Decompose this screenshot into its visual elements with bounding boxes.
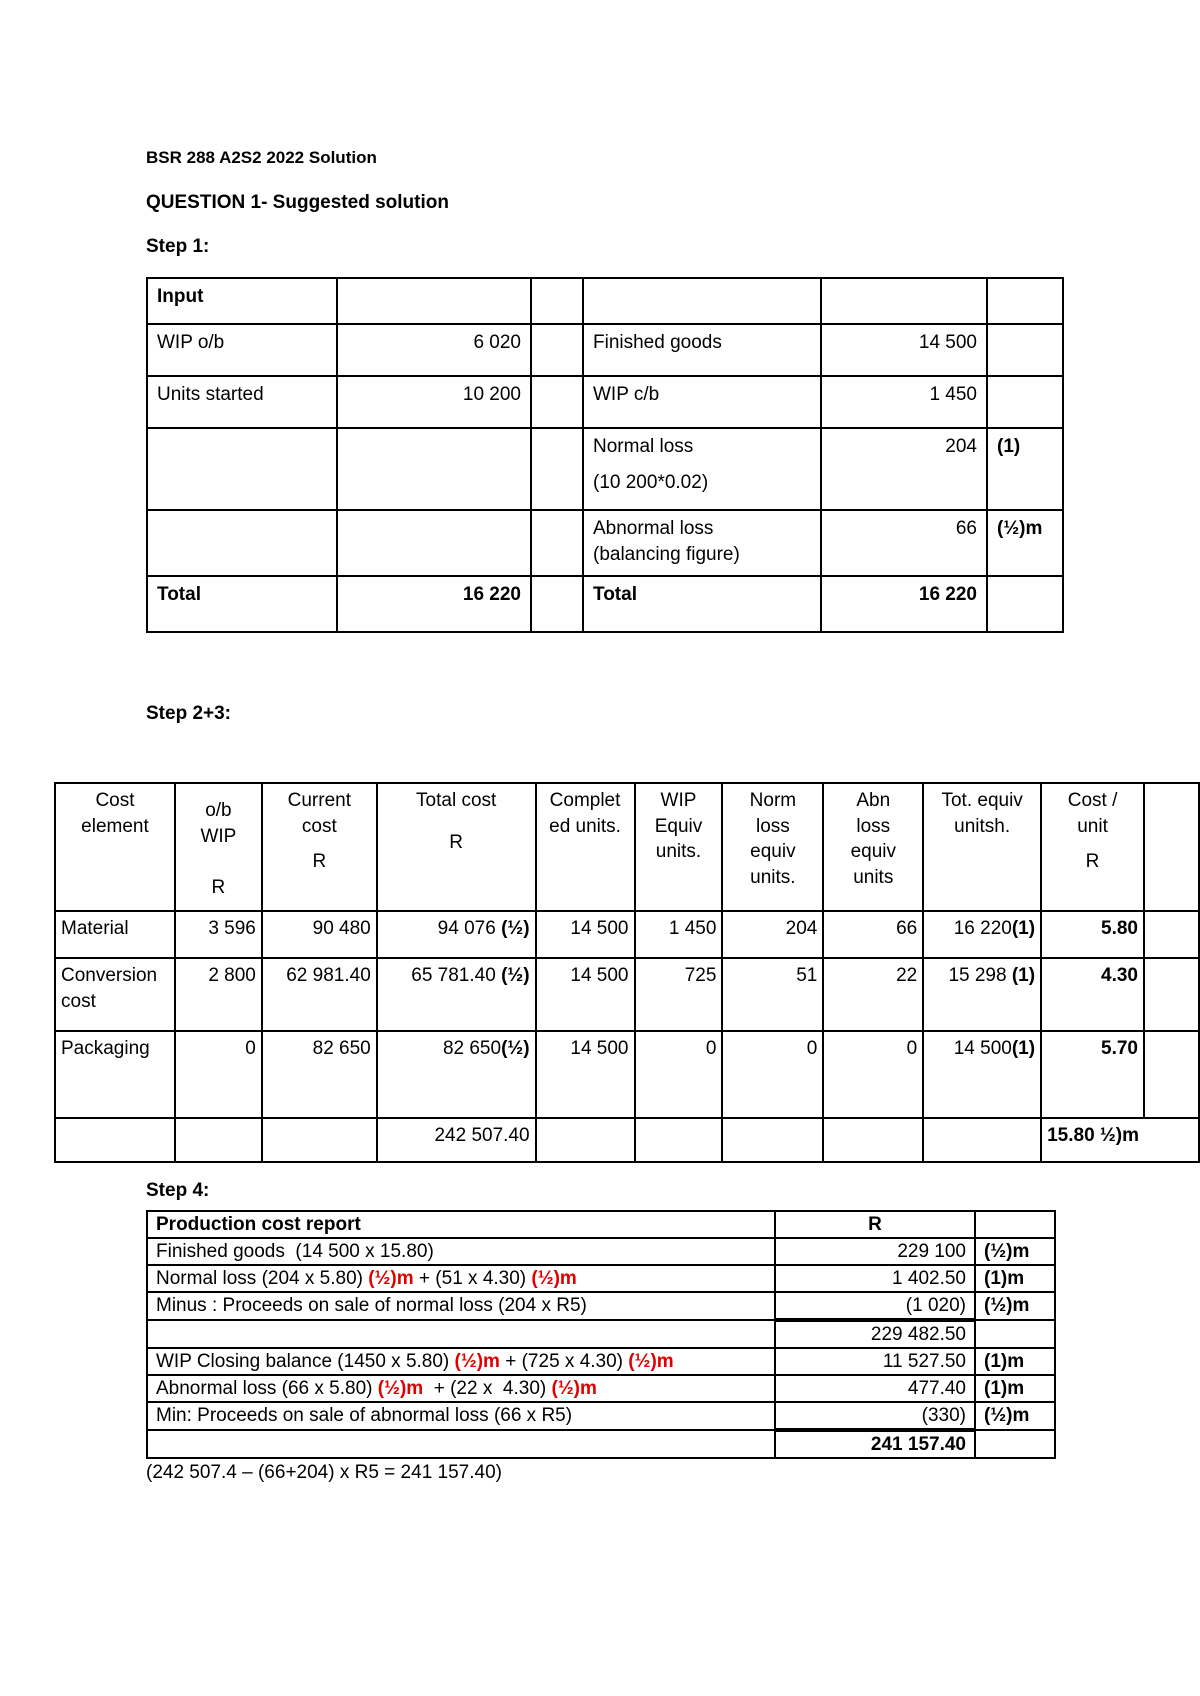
right-label: Normal loss (10 200*0.02) [583, 428, 821, 510]
table-row [147, 1375, 1055, 1402]
norm-loss-value: 51 [722, 958, 823, 1031]
step23-label: Step 2+3: [146, 703, 232, 724]
left-label: WIP o/b [147, 324, 337, 376]
right-value: 204 [821, 428, 987, 510]
total-cost-sum: 242 507.40 [377, 1118, 536, 1162]
right-value: 14 500 [821, 324, 987, 376]
total-label: Total [147, 576, 337, 632]
mark: (½)m [975, 1292, 1055, 1320]
report-value: 241 157.40 [775, 1430, 975, 1458]
tot-equiv-value: 16 220(1) [923, 911, 1041, 958]
col-ob-wip: o/b WIP R [175, 783, 262, 911]
spacer-cell [1144, 911, 1199, 958]
wip-equiv-value: 1 450 [635, 911, 723, 958]
left-label: Units started [147, 376, 337, 428]
empty-cell [536, 1118, 635, 1162]
left-value [337, 428, 531, 510]
spacer-cell [1144, 958, 1199, 1031]
mark: (½)m [987, 510, 1063, 576]
question-title: QUESTION 1- Suggested solution [146, 192, 449, 213]
mark: (1) [987, 428, 1063, 510]
total-label: Total [583, 576, 821, 632]
mark: (1)m [975, 1375, 1055, 1402]
table-row [147, 1348, 1055, 1375]
ob-wip-value: 0 [175, 1031, 262, 1118]
total-row [55, 1118, 1199, 1162]
report-description: Abnormal loss (66 x 5.80) (½)m + (22 x 4.30) (½)m [147, 1375, 775, 1402]
right-label: Finished goods [583, 324, 821, 376]
total-cost-value: 65 781.40 (½) [377, 958, 536, 1031]
right-label: WIP c/b [583, 376, 821, 428]
report-value: 477.40 [775, 1375, 975, 1402]
tot-equiv-value: 15 298 (1) [923, 958, 1041, 1031]
tot-equiv-value: 14 500(1) [923, 1031, 1041, 1118]
abn-loss-value: 22 [823, 958, 923, 1031]
empty-cell [722, 1118, 823, 1162]
empty-cell [923, 1118, 1041, 1162]
report-value: (330) [775, 1402, 975, 1430]
table-row [147, 1265, 1055, 1292]
table-row [147, 510, 1063, 576]
report-value: 229 100 [775, 1238, 975, 1265]
report-value: 229 482.50 [775, 1320, 975, 1348]
col-tot-equiv: Tot. equiv unitsh. [923, 783, 1041, 911]
empty-cell [262, 1118, 377, 1162]
report-description: Normal loss (204 x 5.80) (½)m + (51 x 4.30) (½)m [147, 1265, 775, 1292]
mark [987, 376, 1063, 428]
norm-loss-value: 0 [722, 1031, 823, 1118]
report-description [147, 1320, 775, 1348]
mark [975, 1430, 1055, 1458]
left-label [147, 510, 337, 576]
table-row [55, 958, 1199, 1031]
document-title: BSR 288 A2S2 2022 Solution [146, 148, 377, 167]
cost-element: Conversion cost [55, 958, 175, 1031]
table-row [55, 911, 1199, 958]
spacer-cell [1144, 1031, 1199, 1118]
cost-element: Packaging [55, 1031, 175, 1118]
current-cost-value: 90 480 [262, 911, 377, 958]
mark [975, 1320, 1055, 1348]
cost-per-unit-value: 4.30 [1041, 958, 1144, 1031]
table-row [147, 1430, 1055, 1458]
report-description: Minus : Proceeds on sale of normal loss (204 x R5) [147, 1292, 775, 1320]
cost-element: Material [55, 911, 175, 958]
table-row [147, 324, 1063, 376]
left-value: 6 020 [337, 324, 531, 376]
abn-loss-value: 66 [823, 911, 923, 958]
mark: (1)m [975, 1348, 1055, 1375]
table-row [147, 428, 1063, 510]
col-total-cost: Total cost R [377, 783, 536, 911]
left-value: 10 200 [337, 376, 531, 428]
abn-loss-value: 0 [823, 1031, 923, 1118]
mark: (1)m [975, 1265, 1055, 1292]
wip-equiv-value: 725 [635, 958, 723, 1031]
empty-cell [635, 1118, 723, 1162]
col-cost-element: Cost element [55, 783, 175, 911]
total-row [147, 576, 1063, 632]
empty-cell [175, 1118, 262, 1162]
table-row [147, 1320, 1055, 1348]
total-value: 16 220 [337, 576, 531, 632]
spacer-cell [531, 428, 583, 510]
right-label: Abnormal loss (balancing figure) [583, 510, 821, 576]
report-description: Finished goods (14 500 x 15.80) [147, 1238, 775, 1265]
right-value: 1 450 [821, 376, 987, 428]
report-description: WIP Closing balance (1450 x 5.80) (½)m + (725 x 4.30) (½)m [147, 1348, 775, 1375]
col-norm-loss: Norm loss equiv units. [722, 783, 823, 911]
completed-units-value: 14 500 [536, 911, 635, 958]
cost-per-unit-value: 5.70 [1041, 1031, 1144, 1118]
left-label [147, 428, 337, 510]
current-cost-value: 82 650 [262, 1031, 377, 1118]
report-value: 1 402.50 [775, 1265, 975, 1292]
total-cost-value: 82 650(½) [377, 1031, 536, 1118]
mark [987, 324, 1063, 376]
completed-units-value: 14 500 [536, 1031, 635, 1118]
norm-loss-value: 204 [722, 911, 823, 958]
empty-cell [55, 1118, 175, 1162]
spacer-cell [531, 376, 583, 428]
table-row [55, 1031, 1199, 1118]
right-value: 66 [821, 510, 987, 576]
mark: (½)m [975, 1402, 1055, 1430]
report-title: Production cost report [147, 1211, 775, 1238]
col-wip-equiv: WIP Equiv units. [635, 783, 723, 911]
mark: (½)m [975, 1238, 1055, 1265]
production-cost-report-table [146, 1210, 1056, 1459]
total-value: 16 220 [821, 576, 987, 632]
table-row [147, 1292, 1055, 1320]
step4-label: Step 4: [146, 1180, 210, 1201]
reconciliation-note: (242 507.4 – (66+204) x R5 = 241 157.40) [146, 1462, 502, 1483]
completed-units-value: 14 500 [536, 958, 635, 1031]
step1-input-table [146, 277, 1064, 633]
total-cost-value: 94 076 (½) [377, 911, 536, 958]
current-cost-value: 62 981.40 [262, 958, 377, 1031]
step23-cost-table [54, 782, 1200, 1163]
cost-per-unit-value: 5.80 [1041, 911, 1144, 958]
empty-cell [1144, 1118, 1199, 1162]
ob-wip-value: 3 596 [175, 911, 262, 958]
mark [987, 576, 1063, 632]
report-description: Min: Proceeds on sale of abnormal loss (66 x R5) [147, 1402, 775, 1430]
report-r-header: R [775, 1211, 975, 1238]
ob-wip-value: 2 800 [175, 958, 262, 1031]
table-row [147, 1238, 1055, 1265]
spacer-cell [531, 510, 583, 576]
empty-cell [823, 1118, 923, 1162]
report-value: 11 527.50 [775, 1348, 975, 1375]
col-current-cost: Current cost R [262, 783, 377, 911]
cost-per-unit-sum: 15.80 ½)m [1041, 1118, 1144, 1162]
left-value [337, 510, 531, 576]
input-header: Input [147, 278, 337, 324]
report-value: (1 020) [775, 1292, 975, 1320]
col-abn-loss: Abn loss equiv units [823, 783, 923, 911]
table-row [147, 1402, 1055, 1430]
spacer-cell [531, 576, 583, 632]
spacer-cell [531, 324, 583, 376]
wip-equiv-value: 0 [635, 1031, 723, 1118]
col-completed-units: Complet ed units. [536, 783, 635, 911]
report-description [147, 1430, 775, 1458]
table-row [147, 376, 1063, 428]
col-cost-per-unit: Cost / unit R [1041, 783, 1144, 911]
step1-label: Step 1: [146, 236, 210, 257]
